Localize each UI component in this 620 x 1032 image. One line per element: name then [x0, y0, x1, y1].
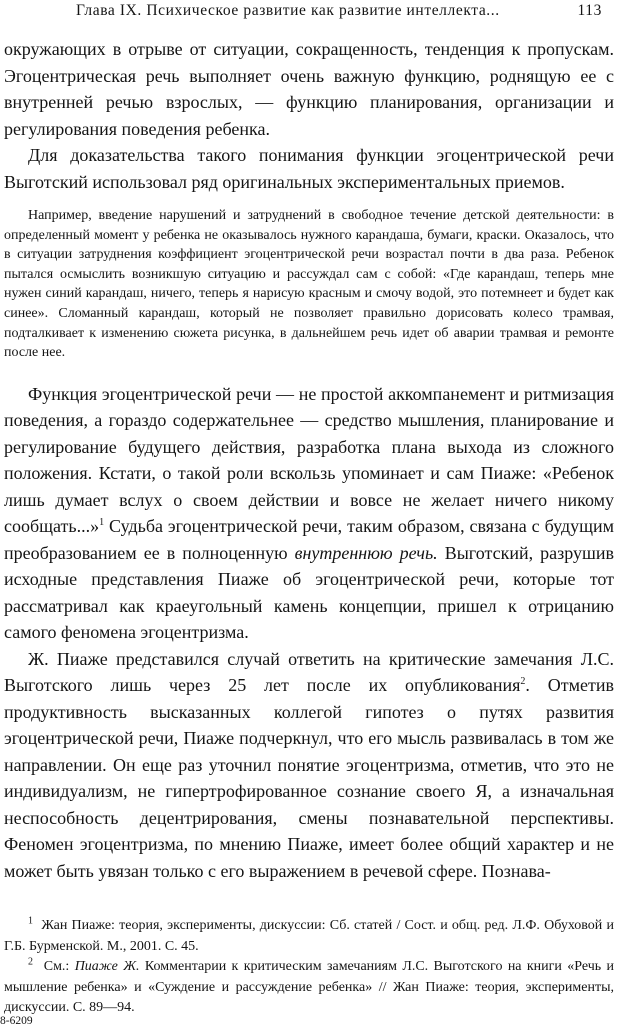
- printer-signature: 8-6209: [0, 1015, 33, 1027]
- paragraph-4: [4, 646, 614, 885]
- paragraph-3: [4, 381, 614, 646]
- footnote-1-mark: 1: [28, 915, 33, 927]
- paragraph-4-end: . Отметив продуктивность высказанных коллегой гипотез о путях развития эгоцентрической речи, Пиаже подчеркнул, что его мысль развивалась в том же направлении. Он еще раз уточнил понятие эгоцентризма, отметив, что это не индивидуализм, не гипертрофированное сознание своего Я, а изначальная неспособность децентрирования, смены познавательной перспективы. Феномен эгоцентризма, по мнению Пиаже, имеет более общий характер и не может быть увязан только с его выражением в речевой сфере. Познава-: [4, 675, 615, 881]
- paragraph-3-cont: Судьба эгоцентрической речи, таким образом, связана с будущим преобразованием ее в полноценную: [4, 516, 614, 563]
- footnote-2-text: Комментарии к критическим замечаниям Л.С. Выготского на книги «Речь и мышление ребенка» и «Суждение и рассуждение ребенка» // Жан Пиаже: теория, эксперименты, дискуссии. С. 89—94.: [4, 959, 615, 1016]
- paragraph-4-text: Ж. Пиаже представился случай ответить на критические замечания Л.С. Выготского лишь через 25 лет после их опубликования: [4, 648, 614, 696]
- footnote-ref-2: 2: [520, 676, 526, 688]
- paragraph-2: Для доказательства такого понимания функции эгоцентрической речи Выготский использовал ряд оригинальных экспериментальных приемов.: [4, 145, 614, 192]
- footnote-2-author: Пиаже Ж.: [74, 959, 140, 975]
- paragraph-3-text: Функция эгоцентрической речи — не простой аккомпанемент и ритмизация поведения, а гораздо содержательнее — средство мышления, планирование и регулирование будущего действия, разработка плана выхода из сложного положения. Кстати, о такой роли вскользь упоминает и сам Пиаже: «Ребенок лишь думает вслух о своем действии и вовсе не желает ничего никому сообщать...»: [4, 383, 614, 537]
- page-number: 113: [577, 2, 602, 19]
- footnote-1-text: Жан Пиаже: теория, эксперименты, дискуссии: Сб. статей / Сост. и общ. ред. Л.Ф. Обуховой и Г.Б. Бурменской. М., 2001. С. 45.: [4, 918, 614, 954]
- paragraph-1: окружающих в отрыве от ситуации, сокращенность, тенденция к пропускам. Эгоцентрическая речь выполняет очень важную функцию, роднящую ее с внутренней речью взрослых, — функцию планирования, организации и регулирования поведения ребенка.: [4, 39, 614, 139]
- footnote-2-pre: См.:: [43, 959, 75, 975]
- footnote-2: [4, 957, 614, 1019]
- running-header: [76, 2, 602, 24]
- paragraph-3-end: Выготский, разрушив исходные представления Пиаже об эгоцентрической речи, которые тот рассматривал как краеугольный камень концепции, пришел к отрицанию самого феномена эгоцентризма.: [4, 542, 614, 643]
- running-title: Глава IX. Психическое развитие как развитие интеллекта...: [76, 2, 500, 19]
- paragraph-3-emphasis: внутреннюю речь.: [294, 542, 438, 563]
- footnote-ref-1: 1: [99, 517, 105, 529]
- main-text: [4, 36, 614, 1019]
- example-paragraph: Например, введение нарушений и затруднений в свободное течение детской деятельности: в определенный момент у ребенка не оказывалось нужного карандаша, бумаги, краски. Оказалось, что в ситуации затруднения коэффициент эгоцентрической речи возрастал почти в два раза. Ребенок пытался осмыслить возникшую ситуацию и рассуждал сам с собой: «Где карандаш, теперь мне нужен синий карандаш, ничего, теперь я нарисую красным и смочу водой, это потемнеет и будет как синее». Сломанный карандаш, который не позволяет правильно дорисовать колесо трамвая, подталкивает к изменению сюжета рисунка, в дальнейшем речь идет об аварии трамвая и ремонте после нее.: [4, 208, 614, 361]
- footnote-1: [4, 916, 614, 957]
- footnote-2-mark: 2: [28, 956, 33, 968]
